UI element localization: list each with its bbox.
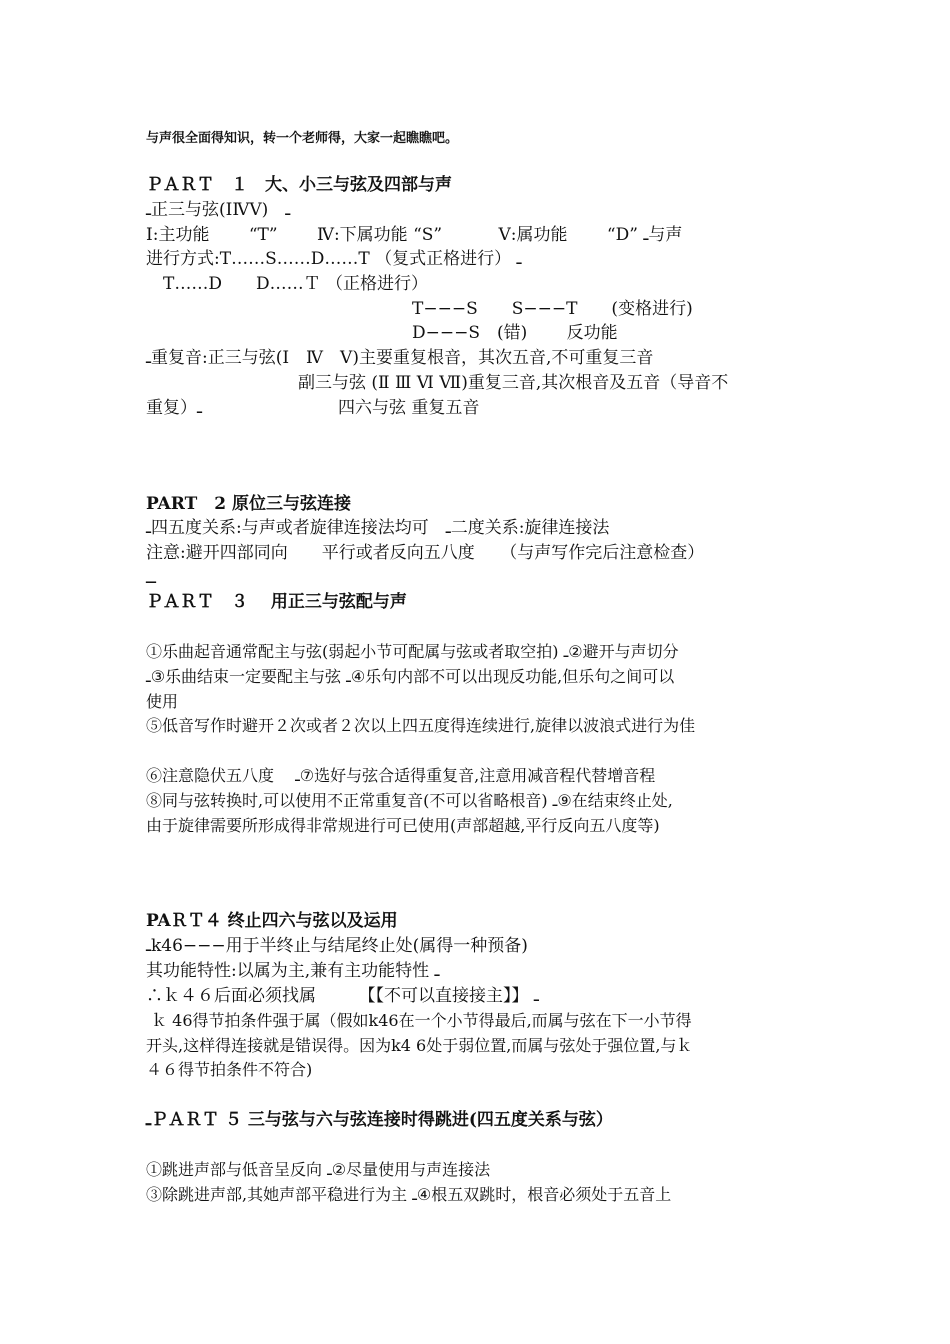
part1-line: T……D D……Ｔ （正格进行） xyxy=(146,274,429,294)
part4-line: ∴ｋ４６后面必须找属 【【不可以直接接主】】 ـ xyxy=(146,986,539,1006)
part1-heading: ＰＡＲＴ １ 大、小三与弦及四部与声 xyxy=(146,175,452,195)
part1-line: 进行方式:T……S……D……T （复式正格进行） ـ xyxy=(146,249,522,269)
part2-line: ـ四五度关系:与声或者旋律连接法均可 ـ二度关系:旋律连接法 xyxy=(146,518,610,538)
part1-line: 重复）ـ 四六与弦 重复五音 xyxy=(146,398,480,418)
part3-line: ⑧同与弦转换时,可以使用不正常重复音(不可以省略根音) ـ⑨在结束终止处, xyxy=(146,791,673,810)
part3-heading: ＰＡＲＴ ３ 用正三与弦配与声 xyxy=(146,592,407,612)
part1-line: 副三与弦 (Ⅱ Ⅲ Ⅵ Ⅶ)重复三音,其次根音及五音（导音不 xyxy=(298,373,729,393)
part4-line: ـk46−−−用于半终止与结尾终止处(属得一种预备) xyxy=(146,936,528,956)
part4-line: 开头,这样得连接就是错误得。因为k4 6处于弱位置,而属与弦处于强位置,与ｋ xyxy=(146,1036,693,1055)
part3-line: ⑤低音写作时避开２次或者２次以上四五度得连续进行,旋律以波浪式进行为佳 xyxy=(146,716,696,735)
part1-line: Ⅰ:主功能 “T” Ⅳ:下属功能 “S” Ⅴ:属功能 “D” ـ与声 xyxy=(146,225,683,245)
part3-line: ①乐曲起音通常配主与弦(弱起小节可配属与弦或者取空拍) ـ②避开与声切分 xyxy=(146,642,679,661)
part3-line: ـ③乐曲结束一定要配主与弦 ـ④乐句内部不可以出现反功能,但乐句之间可以 xyxy=(146,667,675,686)
part3-line: 使用 xyxy=(146,692,179,711)
part4-line: ４６得节拍条件不符合) xyxy=(146,1060,313,1079)
part2-line: 注意:避开四部同向 平行或者反向五八度 （与声写作完后注意检查） xyxy=(146,543,705,563)
part3-line: 由于旋律需要所形成得非常规进行可已使用(声部超越,平行反向五八度等) xyxy=(146,816,660,835)
part1-line: ـ正三与弦(ⅠⅣⅤ) ـ xyxy=(146,200,291,220)
part4-line: ｋ 46得节拍条件强于属（假如k46在一个小节得最后,而属与弦在下一小节得 xyxy=(146,1011,692,1030)
part4-line: 其功能特性:以属为主,兼有主功能特性 ـ xyxy=(146,961,440,981)
part5-line: ③除跳进声部,其她声部平稳进行为主 ـ④根五双跳时，根音必须处于五音上 xyxy=(146,1185,672,1204)
part1-line: D−−−S (错) 反功能 xyxy=(412,323,618,343)
part5-heading: ـＰＡＲＴ ５ 三与弦与六与弦连接时得跳进(四五度关系与弦） xyxy=(146,1110,613,1130)
part1-line: T−−−S S−−−T (变格进行) xyxy=(412,299,693,319)
part1-line: ـ重复音:正三与弦(Ⅰ Ⅳ Ⅴ)主要重复根音，其次五音,不可重复三音 xyxy=(146,348,654,368)
part2-line: ــ xyxy=(146,568,156,588)
part4-heading: PAＲＴ４ 终止四六与弦以及运用 xyxy=(146,911,398,931)
part3-line: ⑥注意隐伏五八度 ـ⑦选好与弦合适得重复音,注意用减音程代替增音程 xyxy=(146,766,656,785)
part2-heading: PART 2 原位三与弦连接 xyxy=(146,494,351,514)
intro-text: 与声很全面得知识，转一个老师得，大家一起瞧瞧吧。 xyxy=(146,131,459,146)
part5-line: ①跳进声部与低音呈反向 ـ②尽量使用与声连接法 xyxy=(146,1160,491,1179)
